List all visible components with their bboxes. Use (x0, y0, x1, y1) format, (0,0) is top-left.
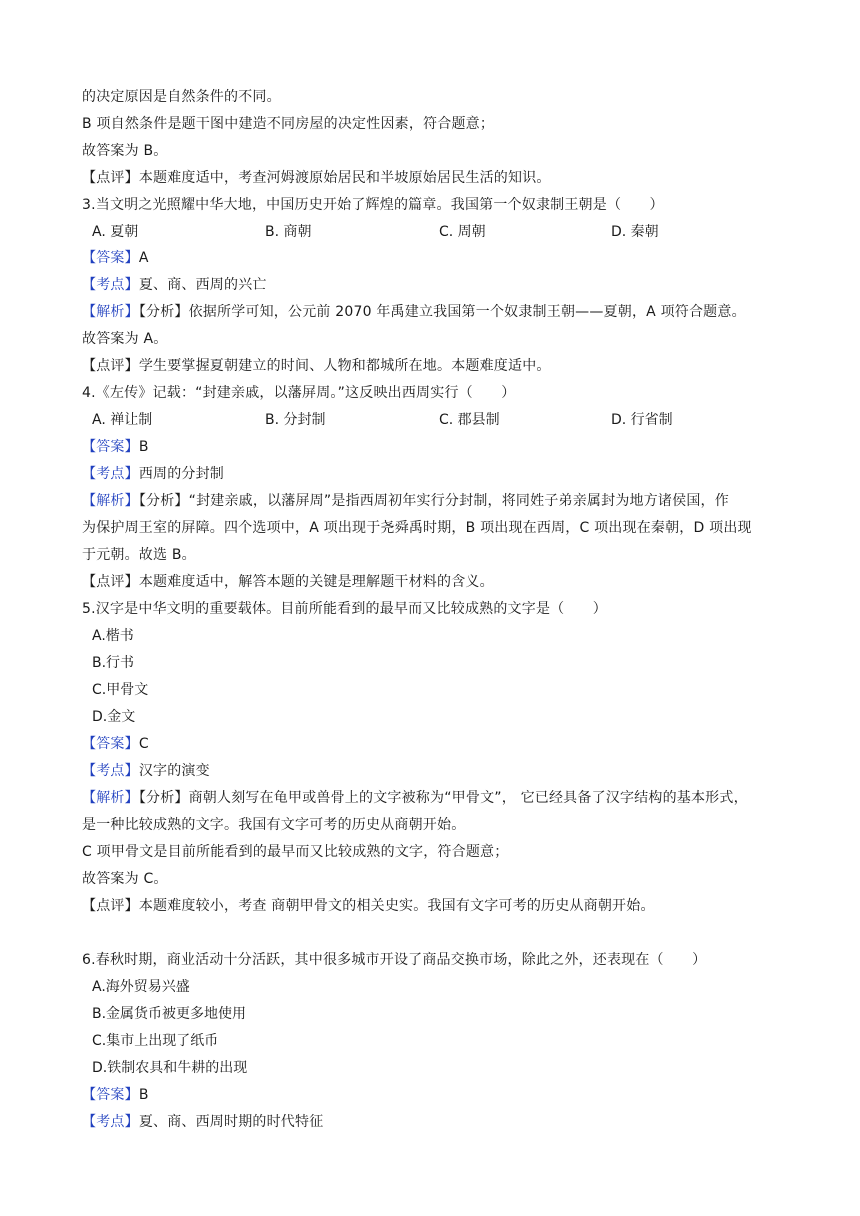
topic-value: 汉字的演变 (138, 763, 210, 779)
analysis-text: 【分析】依据所学可知，公元前 2070 年禹建立我国第一个奴隶制王朝——夏朝，A 项符合题意。 (138, 304, 746, 320)
q5-analysis-line-2: 是一种比较成熟的文字。我国有文字可考的历史从商朝开始。 (82, 817, 466, 833)
q3-analysis (82, 303, 746, 321)
q4-answer (82, 438, 149, 456)
q3-option-a: A. 夏朝 (92, 224, 139, 240)
q5-answer (82, 735, 149, 753)
comment-text: 本题难度较小，考查 商朝甲骨文的相关史实。我国有文字可考的历史从商朝开始。 (138, 898, 655, 914)
q6-option-c: C.集市上出现了纸币 (92, 1033, 219, 1049)
answer-value: B (138, 1087, 149, 1103)
q6-option-a: A.海外贸易兴盛 (92, 979, 190, 995)
analysis-text: 【分析】“封建亲戚，以藩屏周”是指西周初年实行分封制，将同姓子弟亲属封为地方诸侯国，作 (138, 493, 729, 509)
intro-comment (82, 169, 551, 187)
comment-label: 【点评】 (82, 358, 139, 374)
q5-analysis-line-4: 故答案为 C。 (82, 871, 168, 887)
answer-value: B (138, 439, 149, 455)
answer-label: 【答案】 (82, 439, 139, 455)
q6-option-b: B.金属货币被更多地使用 (92, 1006, 247, 1022)
topic-label: 【考点】 (82, 277, 139, 293)
q5-option-a: A.楷书 (92, 628, 134, 644)
q4-option-a: A. 禅让制 (92, 412, 153, 428)
q5-comment (82, 897, 655, 915)
q4-analysis (82, 492, 729, 510)
q5-topic (82, 762, 210, 780)
q5-analysis (82, 789, 748, 807)
q5-analysis-line-3: C 项甲骨文是目前所能看到的最早而又比较成熟的文字，符合题意； (82, 844, 509, 860)
answer-value: C (138, 736, 149, 752)
intro-line-3: 故答案为 B。 (82, 143, 168, 159)
q3-stem: 3.当文明之光照耀中华大地，中国历史开始了辉煌的篇章。我国第一个奴隶制王朝是（ ） (82, 197, 664, 213)
topic-value: 夏、商、西周时期的时代特征 (138, 1114, 324, 1130)
comment-text: 学生要掌握夏朝建立的时间、人物和都城所在地。本题难度适中。 (138, 358, 551, 374)
q6-option-d: D.铁制农具和牛耕的出现 (92, 1060, 248, 1076)
analysis-label: 【解析】 (82, 790, 139, 806)
topic-label: 【考点】 (82, 466, 139, 482)
q5-option-b: B.行书 (92, 655, 135, 671)
comment-text: 本题难度适中，解答本题的关键是理解题干材料的含义。 (138, 574, 494, 590)
answer-value: A (138, 250, 149, 266)
q5-option-d: D.金文 (92, 709, 136, 725)
answer-label: 【答案】 (82, 736, 139, 752)
q3-analysis-line-2: 故答案为 A。 (82, 331, 168, 347)
q3-option-d: D. 秦朝 (611, 224, 659, 240)
intro-line-2: B 项自然条件是题干图中建造不同房屋的决定性因素，符合题意； (82, 116, 495, 132)
intro-line-1: 的决定原因是自然条件的不同。 (82, 89, 281, 105)
q3-topic (82, 276, 267, 294)
topic-label: 【考点】 (82, 763, 139, 779)
q6-stem: 6.春秋时期，商业活动十分活跃，其中很多城市开设了商品交换市场，除此之外，还表现在（ ） (82, 952, 707, 968)
q3-option-b: B. 商朝 (265, 224, 312, 240)
q4-analysis-line-3: 于元朝。故选 B。 (82, 547, 196, 563)
q4-comment (82, 573, 494, 591)
analysis-label: 【解析】 (82, 493, 139, 509)
q4-analysis-line-2: 为保护周王室的屏障。四个选项中，A 项出现于尧舜禹时期，B 项出现在西周，C 项出现在秦朝，D 项出现 (82, 520, 752, 536)
q5-option-c: C.甲骨文 (92, 682, 149, 698)
analysis-label: 【解析】 (82, 304, 139, 320)
topic-value: 夏、商、西周的兴亡 (138, 277, 267, 293)
comment-label: 【点评】 (82, 170, 139, 186)
comment-label: 【点评】 (82, 574, 139, 590)
comment-label: 【点评】 (82, 898, 139, 914)
answer-label: 【答案】 (82, 250, 139, 266)
q4-stem: 4.《左传》记载：“封建亲戚，以藩屏周。”这反映出西周实行（ ） (82, 385, 516, 401)
topic-label: 【考点】 (82, 1114, 139, 1130)
q6-answer (82, 1086, 149, 1104)
q3-comment (82, 357, 551, 375)
q5-stem: 5.汉字是中华文明的重要载体。目前所能看到的最早而又比较成熟的文字是（ ） (82, 601, 607, 617)
q3-option-c: C. 周朝 (439, 224, 486, 240)
topic-value: 西周的分封制 (138, 466, 225, 482)
analysis-text: 【分析】商朝人刻写在龟甲或兽骨上的文字被称为“甲骨文”， 它已经具备了汉字结构的基本形式， (138, 790, 748, 806)
q6-topic (82, 1113, 323, 1131)
q4-topic (82, 465, 224, 483)
q3-answer (82, 249, 149, 267)
comment-text: 本题难度适中，考查河姆渡原始居民和半坡原始居民生活的知识。 (138, 170, 551, 186)
q4-option-c: C. 郡县制 (439, 412, 500, 428)
q4-option-d: D. 行省制 (611, 412, 673, 428)
q4-option-b: B. 分封制 (265, 412, 326, 428)
answer-label: 【答案】 (82, 1087, 139, 1103)
